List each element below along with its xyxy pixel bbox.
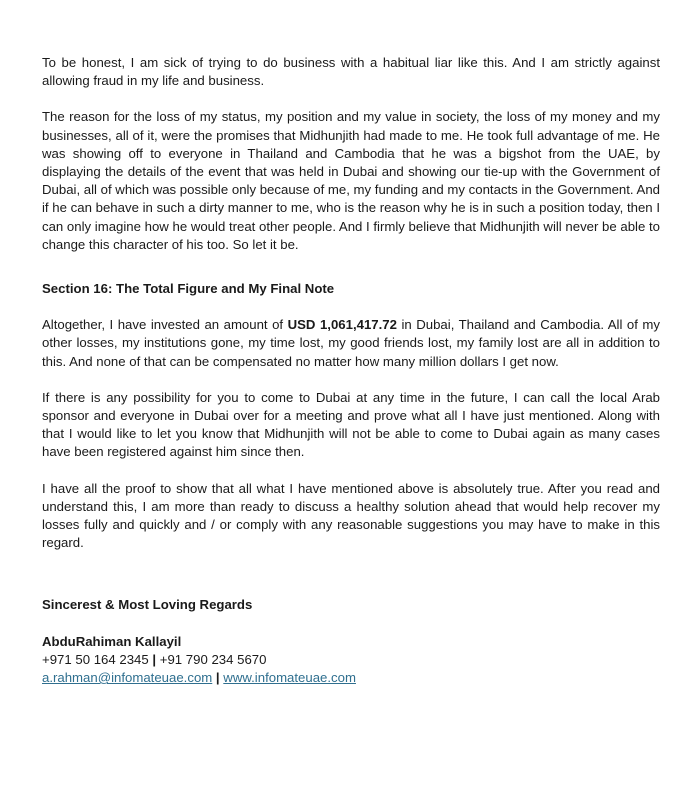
website-link[interactable]: www.infomateuae.com bbox=[223, 670, 356, 686]
spacer bbox=[42, 615, 660, 633]
spacer bbox=[42, 90, 660, 108]
total-rest-text: in Dubai, Thailand and Cambodia. All of my other losses, my institutions gone, my time lost, my good friends lost, my family lost are all in addition to this. And none of that can be compensated no matter how many million dollars I get now. bbox=[42, 317, 661, 369]
letter-page bbox=[42, 54, 660, 687]
link-separator: | bbox=[212, 670, 224, 686]
contact-links bbox=[42, 669, 660, 687]
total-intro-text: Altogether, I have invested an amount of bbox=[42, 317, 288, 333]
spacer bbox=[42, 578, 660, 596]
paragraph-proof: I have all the proof to show that all what I have mentioned above is absolutely true. After you read and understand this, I am more than ready to discuss a healthy solution ahead that would help recover my losses fully and quickly and / or comply with any reasonable suggestions you may have to make in this regard. bbox=[42, 480, 660, 551]
spacer bbox=[42, 462, 660, 480]
spacer bbox=[42, 552, 660, 578]
paragraph-total-figure bbox=[42, 316, 660, 371]
paragraph-dubai-meeting: If there is any possibility for you to come to Dubai at any time in the future, I can call the local Arab sponsor and everyone in Dubai over for a meeting and prove what all I have just mentioned. Along with that I would like to let you know that Midhunjith will not be able to come to Dubai again as many cases have been registered against him since then. bbox=[42, 389, 660, 460]
total-amount: USD 1,061,417.72 bbox=[287, 317, 397, 333]
paragraph-loss-reason: The reason for the loss of my status, my position and my value in society, the loss of my money and my businesses, all of it, were the promises that Midhunjith had made to me. He took full advantage of me. He was showing off to everyone in Thailand and Cambodia that he was a bigshot from the UAE, by displaying the details of the event that was held in Dubai and showing our tie-up with the Government of Dubai, all of which was possible only because of me, my funding and my contacts in the Government. And if he can behave in such a dirty manner to me, who is the reason why he is in such a position today, then I can only imagine how he would treat other people. And I firmly believe that Midhunjith will never be able to change this character of his too. So let it be. bbox=[42, 109, 660, 252]
phone-separator: | bbox=[148, 651, 160, 667]
paragraph-honesty: To be honest, I am sick of trying to do business with a habitual liar like this. And I am strictly against allowing fraud in my life and business. bbox=[42, 55, 660, 89]
spacer bbox=[42, 371, 660, 389]
email-link[interactable]: a.rahman@infomateuae.com bbox=[42, 670, 213, 686]
spacer bbox=[42, 254, 660, 280]
closing-line: Sincerest & Most Loving Regards bbox=[42, 597, 253, 613]
phone-india: +91 790 234 5670 bbox=[159, 651, 267, 667]
signer-name: AbduRahiman Kallayil bbox=[42, 633, 182, 649]
phone-numbers bbox=[42, 651, 660, 669]
spacer bbox=[42, 298, 660, 316]
phone-uae: +971 50 164 2345 bbox=[42, 651, 149, 667]
section-heading: Section 16: The Total Figure and My Final Note bbox=[42, 281, 335, 297]
